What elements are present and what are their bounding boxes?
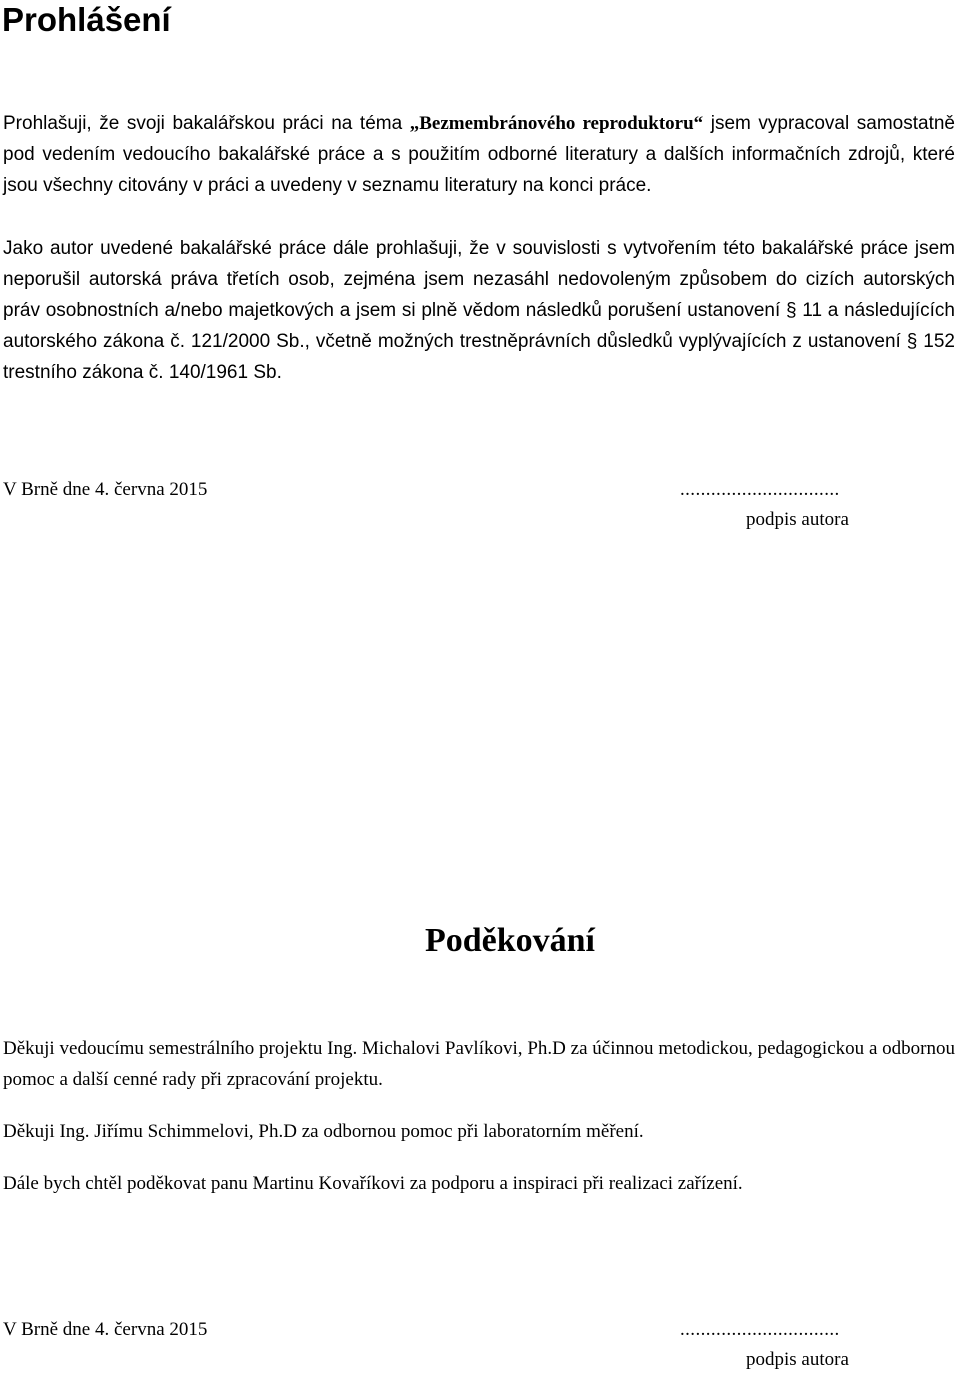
acknowledgement-paragraph-3: Dále bych chtěl poděkovat panu Martinu Kovaříkovi za podporu a inspiraci při realizaci zařízení. [3, 1173, 743, 1194]
acknowledgement-paragraph-1: Děkuji vedoucímu semestrálního projektu Ing. Michalovi Pavlíkovi, Ph.D za účinnou metodickou, pedagogickou a odbornou pomoc a další cenné rady při zpracování projektu. [3, 1038, 955, 1090]
declaration-place-date: V Brně dne 4. června 2015 [3, 479, 208, 500]
declaration-signature-label: podpis autora [746, 509, 849, 530]
thesis-topic: „Bezmembránového reproduktoru“ [409, 113, 704, 134]
acknowledgement-heading: Poděkování [424, 922, 596, 959]
declaration-heading: Prohlášení [2, 1, 171, 38]
declaration-signature-line: ............................... [680, 479, 840, 500]
acknowledgement-paragraph-2: Děkuji Ing. Jiřímu Schimmelovi, Ph.D za odbornou pomoc při laboratorním měření. [3, 1121, 644, 1142]
declaration-paragraph-2: Jako autor uvedené bakalářské práce dále prohlašuji, že v souvislosti s vytvořením této bakalářské práce jsem neporušil autorská práva třetích osob, zejména jsem nezasáhl nedovoleným způsobem do cizích autorských práv osobnostních a/nebo majetkových a jsem si plně vědom následků porušení ustanovení § 11 a následujících autorského zákona č. 121/2000 Sb., včetně možných trestněprávních důsledků vyplývajících z ustanovení § 152 trestního zákona č. 140/1961 Sb. [3, 238, 955, 383]
declaration-paragraph-1 [3, 108, 955, 201]
acknowledgement-signature-line: ............................... [680, 1319, 840, 1340]
declaration-p1-before: Prohlašuji, že svoji bakalářskou práci na téma [3, 113, 410, 134]
acknowledgement-signature-label: podpis autora [746, 1349, 849, 1370]
declaration-p1-after: jsem vypracoval samostatně pod vedením vedoucího bakalářské práce a s použitím odborné literatury a dalších informačních zdrojů, které jsou všechny citovány v práci a uvedeny v seznamu literatury na konci práce. [3, 113, 955, 196]
acknowledgement-place-date: V Brně dne 4. června 2015 [3, 1319, 208, 1340]
